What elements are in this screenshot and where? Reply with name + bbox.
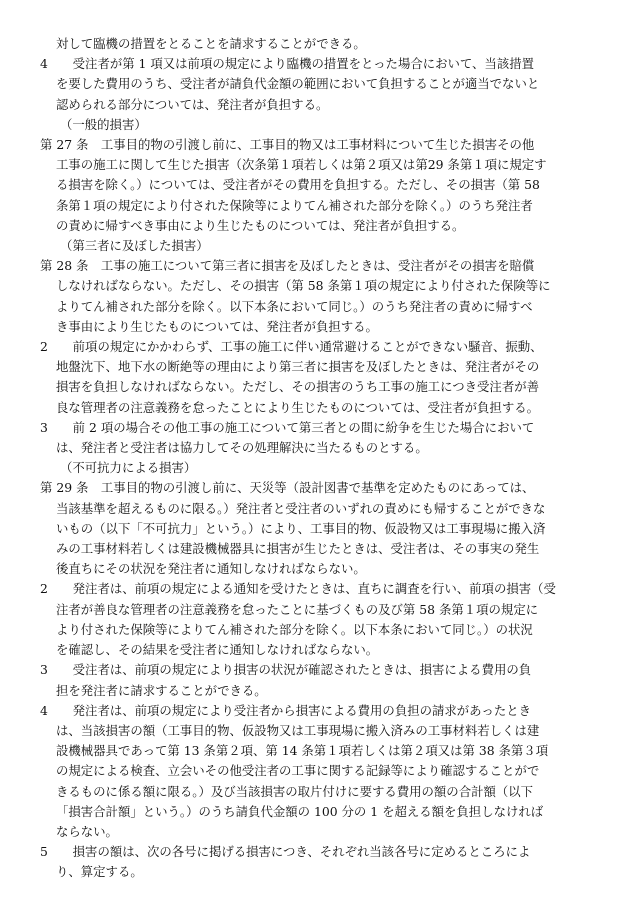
- text-line: の責めに帰すべき事由により生じたものについては、発注者が負担する。: [56, 217, 465, 233]
- text-line: 条第１項の規定により付された保険等によりてん補された部分を除く。）のうち発注者: [56, 197, 533, 213]
- section-heading: （一般的損害）: [60, 116, 147, 132]
- text-line: いもの（以下「不可抗力」という。）により、工事目的物、仮設物又は工事現場に搬入済: [56, 520, 546, 536]
- text-line: 設機械器具であって第 13 条第２項、第 14 条第１項若しくは第２項又は第 38 条第３項: [56, 743, 549, 759]
- paragraph-start-line: 4 受注者が第 1 項又は前項の規定により臨機の措置をとった場合において、当該措置: [40, 56, 534, 72]
- text-line: ならない。: [56, 823, 118, 839]
- text-line: 後直ちにその状況を発注者に通知しなければならない。: [56, 561, 366, 577]
- article-heading-line: 第 27 条 工事目的物の引渡し前に、工事目的物又は工事材料について生じた損害その他: [40, 137, 535, 153]
- section-heading: （第三者に及ぼした損害）: [60, 238, 209, 254]
- document-body: [40, 34, 610, 883]
- paragraph-start-line: 2 発注者は、前項の規定による通知を受けたときは、直ちに調査を行い、前項の損害（受: [40, 581, 556, 597]
- text-line: は、当該損害の額（工事目的物、仮設物又は工事現場に搬入済みの工事材料若しくは建: [56, 722, 540, 738]
- text-line: 工事の施工に関して生じた損害（次条第１項若しくは第２項又は第29 条第１項に規定す: [56, 157, 547, 173]
- text-line: の規定による検査、立会いその他受注者の工事に関する記録等により確認することがで: [56, 763, 540, 779]
- text-line: より付された保険等によりてん補された部分を除く。以下本条において同じ。）の状況: [56, 621, 533, 637]
- text-line: は、発注者と受注者は協力してその処理解決に当たるものとする。: [56, 440, 428, 456]
- paragraph-start-line: 2 前項の規定にかかわらず、工事の施工に伴い通常避けることができない騒音、振動、: [40, 339, 543, 355]
- text-line: 地盤沈下、地下水の断絶等の理由により第三者に損害を及ぼしたときは、発注者がその: [56, 359, 540, 375]
- text-line: きるものに係る額に限る。）及び当該損害の取片付けに要する費用の額の合計額（以下: [56, 783, 534, 799]
- paragraph-start-line: 3 受注者は、前項の規定により損害の状況が確認されたときは、損害による費用の負: [40, 662, 532, 678]
- article-heading-line: 第 28 条 工事の施工について第三者に損害を及ぼしたときは、受注者がその損害を賠償: [40, 258, 535, 274]
- article-heading-line: 第 29 条 工事目的物の引渡し前に、天災等（設計図書で基準を定めたものにあっては、: [40, 480, 535, 496]
- text-line: 注者が善良な管理者の注意義務を怠ったことに基づくもの及び第 58 条第１項の規定に: [56, 601, 539, 617]
- text-line: 認められる部分については、発注者が負担する。: [56, 96, 329, 112]
- text-line: を要した費用のうち、受注者が請負代金額の範囲において負担することが適当でないと: [56, 76, 540, 92]
- paragraph-start-line: 3 前 2 項の場合その他工事の施工について第三者との間に紛争を生じた場合において: [40, 419, 535, 435]
- text-line: 担を発注者に請求することができる。: [56, 682, 267, 698]
- text-line: を確認し、その結果を受注者に通知しなければならない。: [56, 642, 379, 658]
- text-line: しなければならない。ただし、その損害（第 58 条第１項の規定により付された保険等に: [56, 278, 551, 294]
- text-line: る損害を除く。）については、受注者がその費用を負担する。ただし、その損害（第 58: [56, 177, 540, 193]
- section-heading: （不可抗力による損害）: [60, 460, 197, 476]
- text-line: 「損害合計額」という。）のうち請負代金額の 100 分の 1 を超える額を負担しなければ: [56, 803, 544, 819]
- text-line: みの工事材料若しくは建設機械器具に損害が生じたときは、受注者は、その事実の発生: [56, 541, 540, 557]
- text-line: 損害を負担しなければならない。ただし、その損害のうち工事の施工につき受注者が善: [56, 379, 539, 395]
- paragraph-start-line: 4 発注者は、前項の規定により受注者から損害による費用の負担の請求があったとき: [40, 702, 531, 718]
- text-line: よりてん補された部分を除く。以下本条において同じ。）のうち発注者の責めに帰すべ: [56, 298, 533, 314]
- text-line: 良な管理者の注意義務を怠ったことにより生じたものについては、受注者が負担する。: [56, 399, 539, 415]
- text-line: 対して臨機の措置をとることを請求することができる。: [56, 36, 366, 51]
- text-line: り、算定する。: [56, 864, 143, 880]
- paragraph-start-line: 5 損害の額は、次の各号に掲げる損害につき、それぞれ当該各号に定めるところによ: [40, 844, 531, 860]
- text-line: 当該基準を超えるものに限る。）発注者と受注者のいずれの責めにも帰することができな: [56, 500, 546, 516]
- text-line: き事由により生じたものについては、発注者が負担する。: [56, 318, 378, 334]
